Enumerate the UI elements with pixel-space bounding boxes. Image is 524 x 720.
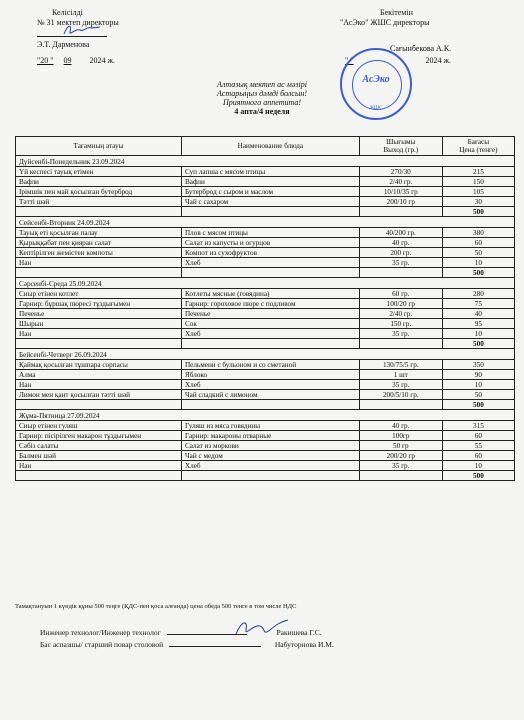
dish-name-ru: Вафли (181, 177, 359, 187)
day-title: Бейсенбі-Четверг 26.09.2024 (16, 349, 515, 360)
header-price (442, 137, 514, 156)
dish-name-ru: Сок (181, 319, 359, 329)
right-director-name: Сағынбекова А.К. (390, 44, 452, 53)
signature-name-1: Ракишева Г.С. (276, 628, 322, 637)
table-row (16, 177, 515, 187)
dish-name-ru: Бутерброд с сыром и маслом (181, 187, 359, 197)
dish-name-kz: Гарнир: бұршақ пюресі тұздығымен (16, 299, 182, 309)
dish-output: 35 гр. (359, 329, 442, 339)
dish-price: 105 (442, 187, 514, 197)
right-company: "АсЭко" ЖШС директоры (340, 18, 430, 27)
dish-price: 30 (442, 197, 514, 207)
dish-name-kz: Балмен шәй (16, 451, 182, 461)
dish-name-ru: Хлеб (181, 329, 359, 339)
dish-price: 60 (442, 238, 514, 248)
day-total-row (16, 400, 515, 410)
table-row (16, 248, 515, 258)
empty-cell (359, 268, 442, 278)
header-kz-name: Тағамның атауы (16, 137, 182, 156)
empty-cell (359, 207, 442, 217)
dish-name-ru: Хлеб (181, 461, 359, 471)
dish-output: 150 гр. (359, 319, 442, 329)
menu-body (16, 156, 515, 481)
signature-line-2 (169, 646, 261, 647)
table-row (16, 360, 515, 370)
dish-price: 55 (442, 441, 514, 451)
empty-cell (359, 339, 442, 349)
left-signature (62, 22, 102, 38)
dish-price: 75 (442, 299, 514, 309)
dish-name-ru: Чай с сахаром (181, 197, 359, 207)
dish-name-ru: Гарнир: гороховое пюре с подливом (181, 299, 359, 309)
menu-titles (0, 80, 524, 116)
table-row (16, 461, 515, 471)
dish-name-ru: Яблоко (181, 370, 359, 380)
dish-price: 60 (442, 451, 514, 461)
menu-table (15, 136, 515, 481)
table-row (16, 299, 515, 309)
dish-output: 200 гр. (359, 248, 442, 258)
dish-name-kz: Ірімшік пен май қосылған бутерброд (16, 187, 182, 197)
dish-name-ru: Плов с мясом птицы (181, 228, 359, 238)
table-row (16, 258, 515, 268)
dish-price: 350 (442, 360, 514, 370)
dish-price: 380 (442, 228, 514, 238)
dish-output: 60 гр. (359, 289, 442, 299)
day-header-row (16, 278, 515, 289)
dish-price: 10 (442, 461, 514, 471)
price-footnote: Тамақтануын 1 күндік құны 500 теңге (ҚДС-пен қоса алғанда) цена обеда 500 тенге в том числе НДС (15, 603, 297, 610)
table-row (16, 380, 515, 390)
dish-name-kz: Үй кеспесі тауық етімен (16, 167, 182, 177)
dish-name-kz: Сиыр етінен котлет (16, 289, 182, 299)
table-row (16, 319, 515, 329)
dish-price: 150 (442, 177, 514, 187)
table-row (16, 309, 515, 319)
dish-price: 10 (442, 380, 514, 390)
left-date-day: "20 " (37, 56, 54, 65)
day-title: Дүйсенбі-Понедельник 23.09.2024 (16, 156, 515, 167)
day-total: 500 (442, 207, 514, 217)
left-date-year: 2024 ж. (89, 56, 116, 65)
title-line-2: Астарыңыз дәмді болсын! (217, 89, 307, 98)
dish-name-ru: Пельмени с бульоном и со сметаной (181, 360, 359, 370)
empty-cell (181, 268, 359, 278)
dish-name-ru: Печенье (181, 309, 359, 319)
empty-cell (359, 471, 442, 481)
dish-output: 2/40 гр. (359, 177, 442, 187)
approved-label: Бекітемін (380, 8, 413, 17)
dish-output: 40 гр. (359, 238, 442, 248)
dish-name-ru: Чай с медом (181, 451, 359, 461)
dish-price: 50 (442, 248, 514, 258)
empty-cell (181, 471, 359, 481)
dish-output: 200/20 гр (359, 451, 442, 461)
day-title: Жұма-Пятница 27.09.2024 (16, 410, 515, 421)
header-price-kz: Бағасы (467, 138, 490, 146)
table-row (16, 441, 515, 451)
signature-name-2: Набуторнова И.М. (274, 640, 334, 649)
stamp-name: АсЭко (362, 74, 390, 85)
dish-name-kz: Қаймақ қосылған тұшпара сорпасы (16, 360, 182, 370)
empty-cell (359, 400, 442, 410)
table-row (16, 228, 515, 238)
bottom-signature (232, 616, 292, 640)
empty-cell (181, 339, 359, 349)
dish-name-kz: Тәтті шәй (16, 197, 182, 207)
dish-output: 35 гр. (359, 461, 442, 471)
table-row (16, 370, 515, 380)
dish-output: 270/30 (359, 167, 442, 177)
dish-output: 35 гр. (359, 258, 442, 268)
dish-name-ru: Чай сладкий с лимоном (181, 390, 359, 400)
dish-output: 10/10/35 гр (359, 187, 442, 197)
dish-price: 40 (442, 309, 514, 319)
day-header-row (16, 156, 515, 167)
dish-output: 100гр (359, 431, 442, 441)
left-date-month: 09 (63, 56, 72, 65)
dish-name-kz: Нан (16, 258, 182, 268)
dish-name-ru: Котлеты мясные (говядина) (181, 289, 359, 299)
dish-price: 10 (442, 258, 514, 268)
day-title: Сәрсенбі-Среда 25.09.2024 (16, 278, 515, 289)
day-header-row (16, 349, 515, 360)
day-header-row (16, 410, 515, 421)
empty-cell (16, 471, 182, 481)
dish-output: 40/200 гр. (359, 228, 442, 238)
day-total-row (16, 207, 515, 217)
signature-role-2: Бас аспазшы/ старший повар столовой (40, 640, 164, 649)
empty-cell (16, 207, 182, 217)
dish-output: 1 шт (359, 370, 442, 380)
dish-output: 130/75/5 гр. (359, 360, 442, 370)
table-row (16, 187, 515, 197)
right-date-day: " " (345, 56, 354, 65)
dish-name-kz: Лимон мен қант қосылған тәтті шәй (16, 390, 182, 400)
dish-name-ru: Хлеб (181, 258, 359, 268)
signature-role-1: Инженер технолог/Инженер технолог (40, 628, 161, 637)
dish-name-kz: Алма (16, 370, 182, 380)
signature-row-cook (40, 640, 334, 649)
agreed-label: Келісілді (52, 8, 83, 17)
dish-name-kz: Тауық еті қосылған палау (16, 228, 182, 238)
dish-price: 215 (442, 167, 514, 177)
dish-output: 40 гр. (359, 421, 442, 431)
dish-name-kz: Гарнир: пісірілген макарон тұздығымен (16, 431, 182, 441)
dish-name-ru: Салат из капусты и огурцов (181, 238, 359, 248)
day-title: Сейсенбі-Вторник 24.09.2024 (16, 217, 515, 228)
dish-name-ru: Гарнир: макароны отварные (181, 431, 359, 441)
table-row (16, 167, 515, 177)
dish-name-kz: Печенье (16, 309, 182, 319)
day-total: 500 (442, 400, 514, 410)
dish-name-kz: Нан (16, 461, 182, 471)
left-school: № 31 мектеп директоры (37, 18, 119, 27)
dish-price: 90 (442, 370, 514, 380)
header-output (359, 137, 442, 156)
empty-cell (181, 400, 359, 410)
dish-name-kz: Шырын (16, 319, 182, 329)
dish-name-kz: Сәбіз салаты (16, 441, 182, 451)
left-director-name: Э.Т. Дарменова (37, 40, 90, 49)
title-line-1: Алтазық мектеп ас мәзірі (217, 80, 307, 89)
dish-name-ru: Компот из сухофруктов (181, 248, 359, 258)
table-row (16, 390, 515, 400)
empty-cell (16, 400, 182, 410)
day-total: 500 (442, 339, 514, 349)
day-total-row (16, 268, 515, 278)
table-row (16, 431, 515, 441)
dish-price: 50 (442, 390, 514, 400)
dish-output: 100/20 гр (359, 299, 442, 309)
dish-price: 95 (442, 319, 514, 329)
dish-name-ru: Салат из моркови (181, 441, 359, 451)
table-row (16, 451, 515, 461)
dish-name-kz: Вафли (16, 177, 182, 187)
dish-output: 35 гр. (359, 380, 442, 390)
table-row (16, 197, 515, 207)
right-date-year: 2024 ж. (425, 56, 452, 65)
header-output-kz: Шығымы (386, 138, 416, 146)
dish-name-kz: Нан (16, 329, 182, 339)
empty-cell (16, 268, 182, 278)
dish-price: 60 (442, 431, 514, 441)
header-output-ru: Выход (гр.) (383, 146, 419, 154)
table-row (16, 329, 515, 339)
table-row (16, 421, 515, 431)
dish-price: 280 (442, 289, 514, 299)
dish-name-kz: Қырыққабат пен қияран салат (16, 238, 182, 248)
title-week: 4 апта/4 неделя (234, 107, 290, 116)
dish-name-ru: Суп лапша с мясом птицы (181, 167, 359, 177)
empty-cell (16, 339, 182, 349)
dish-name-kz: Нан (16, 380, 182, 390)
dish-output: 200/5/10 гр. (359, 390, 442, 400)
dish-output: 2/40 гр. (359, 309, 442, 319)
header-ru-name: Наименование блюда (181, 137, 359, 156)
title-line-3: Приятного аппетита! (222, 98, 302, 107)
day-total: 500 (442, 268, 514, 278)
day-total: 500 (442, 471, 514, 481)
table-row (16, 238, 515, 248)
dish-name-kz: Кептірілген жемістен компоты (16, 248, 182, 258)
dish-name-ru: Хлеб (181, 380, 359, 390)
header-price-ru: Цена (тенге) (459, 146, 498, 154)
table-header-row (16, 137, 515, 156)
day-total-row (16, 471, 515, 481)
table-row (16, 289, 515, 299)
dish-output: 50 гр (359, 441, 442, 451)
dish-output: 200/10 гр (359, 197, 442, 207)
dish-name-kz: Сиыр етінен гуляш (16, 421, 182, 431)
stamp-sub: ЖШС (369, 106, 383, 111)
day-header-row (16, 217, 515, 228)
dish-name-ru: Гуляш из мяса говядины (181, 421, 359, 431)
day-total-row (16, 339, 515, 349)
dish-price: 315 (442, 421, 514, 431)
dish-price: 10 (442, 329, 514, 339)
left-date (37, 56, 115, 66)
empty-cell (181, 207, 359, 217)
